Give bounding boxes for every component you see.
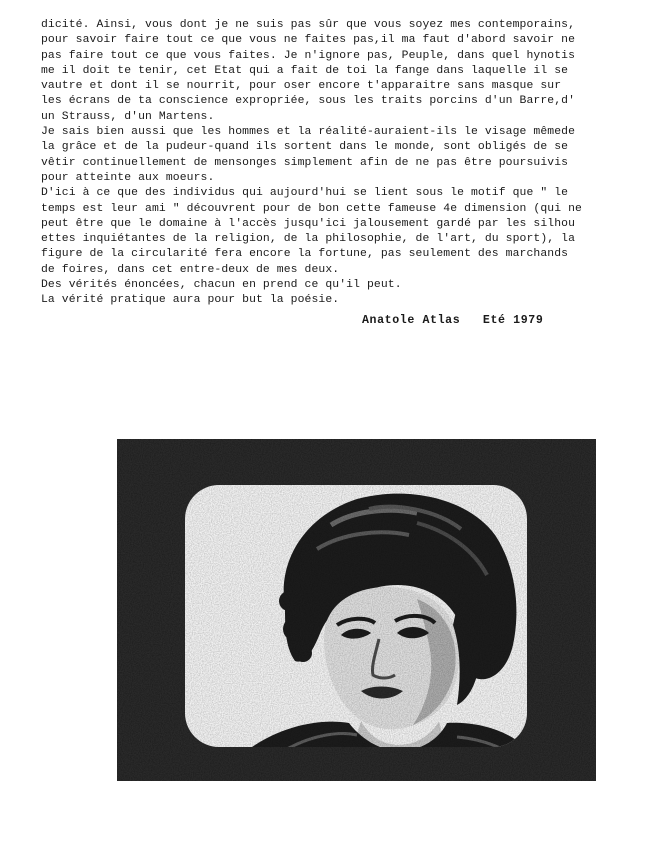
- text-line: Des vérités énoncées, chacun en prend ce qu'il peut.: [41, 279, 402, 292]
- text-line: temps est leur ami " découvrent pour de bon cette fameuse 4e dimension (qui ne: [41, 202, 582, 215]
- text-line: D'ici à ce que des individus qui aujourd'hui se lient sous le motif que " le: [41, 187, 569, 200]
- text-line: figure de la circularité fera encore la fortune, pas seulement des marchands: [41, 248, 569, 261]
- text-line: dicité. Ainsi, vous dont je ne suis pas sûr que vous soyez mes contemporains,: [41, 19, 576, 31]
- text-line: pour savoir faire tout ce que vous ne faites pas,il ma faut d'abord savoir ne: [41, 34, 576, 47]
- text-line: ettes inquiétantes de la religion, de la philosophie, de l'art, du sport), la: [41, 233, 576, 246]
- tv-screen: [185, 485, 537, 759]
- body-text: [41, 18, 621, 309]
- text-line: pour atteinte aux moeurs.: [41, 171, 215, 184]
- text-line: vêtir continuellement de mensonges simplement afin de ne pas être poursuivis: [41, 156, 569, 169]
- text-line: vautre et dont il se nourrit, pour oser encore t'apparaitre sans masque sur: [41, 80, 562, 93]
- text-line: pas faire tout ce que vous faites. Je n'ignore pas, Peuple, dans quel hynotis: [41, 49, 576, 62]
- text-line: les écrans de ta conscience expropriée, sous les traits porcins d'un Barre,d': [41, 95, 576, 108]
- text-line: Je sais bien aussi que les hommes et la réalité-auraient-ils le visage mêmede: [41, 126, 576, 139]
- text-line: de foires, dans cet entre-deux de mes deux.: [41, 263, 340, 276]
- text-line: me il doit te tenir, cet Etat qui a fait de toi la fange dans laquelle il se: [41, 64, 569, 77]
- text-line: La vérité pratique aura pour but la poésie.: [41, 294, 340, 307]
- text-line: un Strauss, d'un Martens.: [41, 110, 215, 123]
- text-line: peut être que le domaine à l'accès jusqu'ici jalousement gardé par les silhou: [41, 217, 576, 230]
- tv-screen-photo: [117, 439, 596, 781]
- text-line: la grâce et de la pudeur-quand ils sortent dans le monde, sont obligés de se: [41, 141, 569, 154]
- author-signature: Anatole Atlas Eté 1979: [362, 314, 544, 327]
- tv-screen-image: [117, 439, 596, 781]
